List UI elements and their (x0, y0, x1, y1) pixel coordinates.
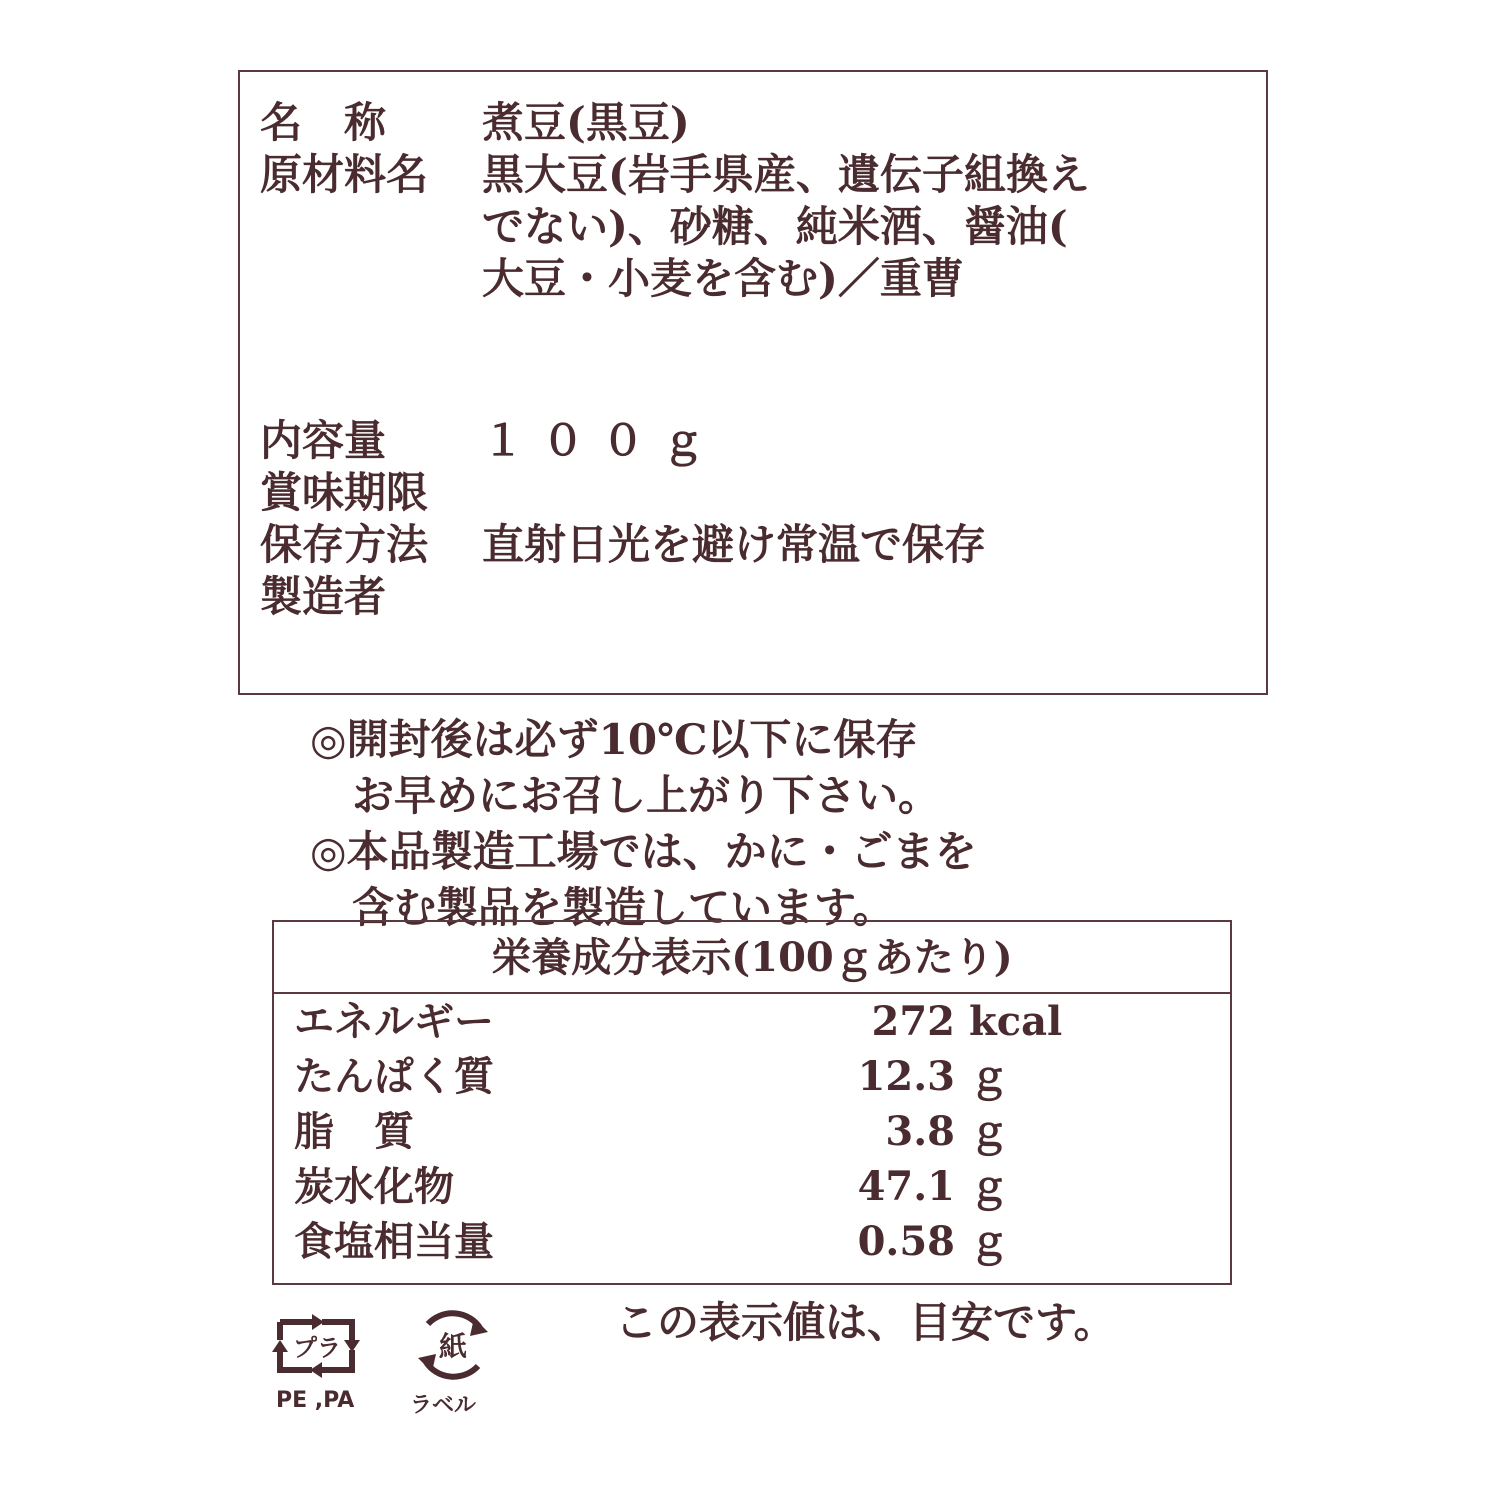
nutrition-row (274, 994, 1230, 1049)
plastic-recycle-icon (272, 1310, 362, 1380)
label-value-line: 大豆・小麦を含む)／重曹 (482, 254, 964, 303)
nutrition-name: 脂 質 (294, 1108, 414, 1155)
nutrition-header: 栄養成分表示(100ｇあたり) (274, 922, 1230, 994)
nutrition-value: 12.3 (857, 1053, 955, 1100)
nutrition-name: エネルギー (294, 998, 494, 1045)
label-key: 賞味期限 (260, 468, 429, 517)
label-value: １００ｇ (482, 416, 723, 465)
label-key: 原材料名 (260, 150, 429, 199)
nutrition-name: 炭水化物 (294, 1163, 454, 1210)
nutrition-table (272, 920, 1232, 1285)
nutrition-row (274, 1104, 1230, 1159)
note-line: お早めにお召し上がり下さい。 (310, 771, 941, 820)
paper-recycle-icon (408, 1310, 498, 1380)
label-key: 製造者 (260, 572, 387, 621)
nutrition-unit: ｇ (969, 1218, 1009, 1265)
nutrition-value: 0.58 (857, 1218, 955, 1265)
label-value: 直射日光を避け常温で保存 (482, 520, 987, 569)
product-label-box (238, 70, 1268, 695)
nutrition-value: 47.1 (857, 1163, 955, 1210)
nutrition-name: 食塩相当量 (294, 1218, 494, 1265)
nutrition-name: たんぱく質 (294, 1053, 494, 1100)
label-value-line: でない)、砂糖、純米酒、醤油( (482, 202, 1068, 251)
plastic-symbol: プラ (293, 1334, 341, 1362)
nutrition-value: 272 (871, 998, 955, 1045)
paper-material-label: ラベル (410, 1393, 477, 1418)
label-value: 煮豆(黒豆) (482, 98, 690, 147)
nutrition-unit: ｇ (969, 1163, 1009, 1210)
nutrition-row (274, 1049, 1230, 1104)
note-line: ◎開封後は必ず10℃以下に保存 (310, 715, 918, 764)
label-key: 内容量 (260, 416, 387, 465)
footer-note: この表示値は、目安です。 (615, 1298, 1116, 1347)
note-line: 含む製品を製造しています。 (310, 883, 895, 932)
nutrition-unit: ｇ (969, 1053, 1009, 1100)
note-line: ◎本品製造工場では、かに・ごまを (310, 827, 977, 876)
nutrition-unit: ｇ (969, 1108, 1009, 1155)
nutrition-unit: kcal (969, 998, 1063, 1045)
label-key: 名 称 (260, 98, 387, 147)
notes (310, 712, 977, 936)
paper-symbol: 紙 (438, 1330, 468, 1363)
nutrition-row (274, 1159, 1230, 1214)
nutrition-value: 3.8 (885, 1108, 955, 1155)
nutrition-row (274, 1214, 1230, 1269)
label-key: 保存方法 (260, 520, 429, 569)
plastic-material-label: PE ,PA (276, 1388, 355, 1413)
label-value-line: 黒大豆(岩手県産、遺伝子組換え (482, 150, 1090, 199)
